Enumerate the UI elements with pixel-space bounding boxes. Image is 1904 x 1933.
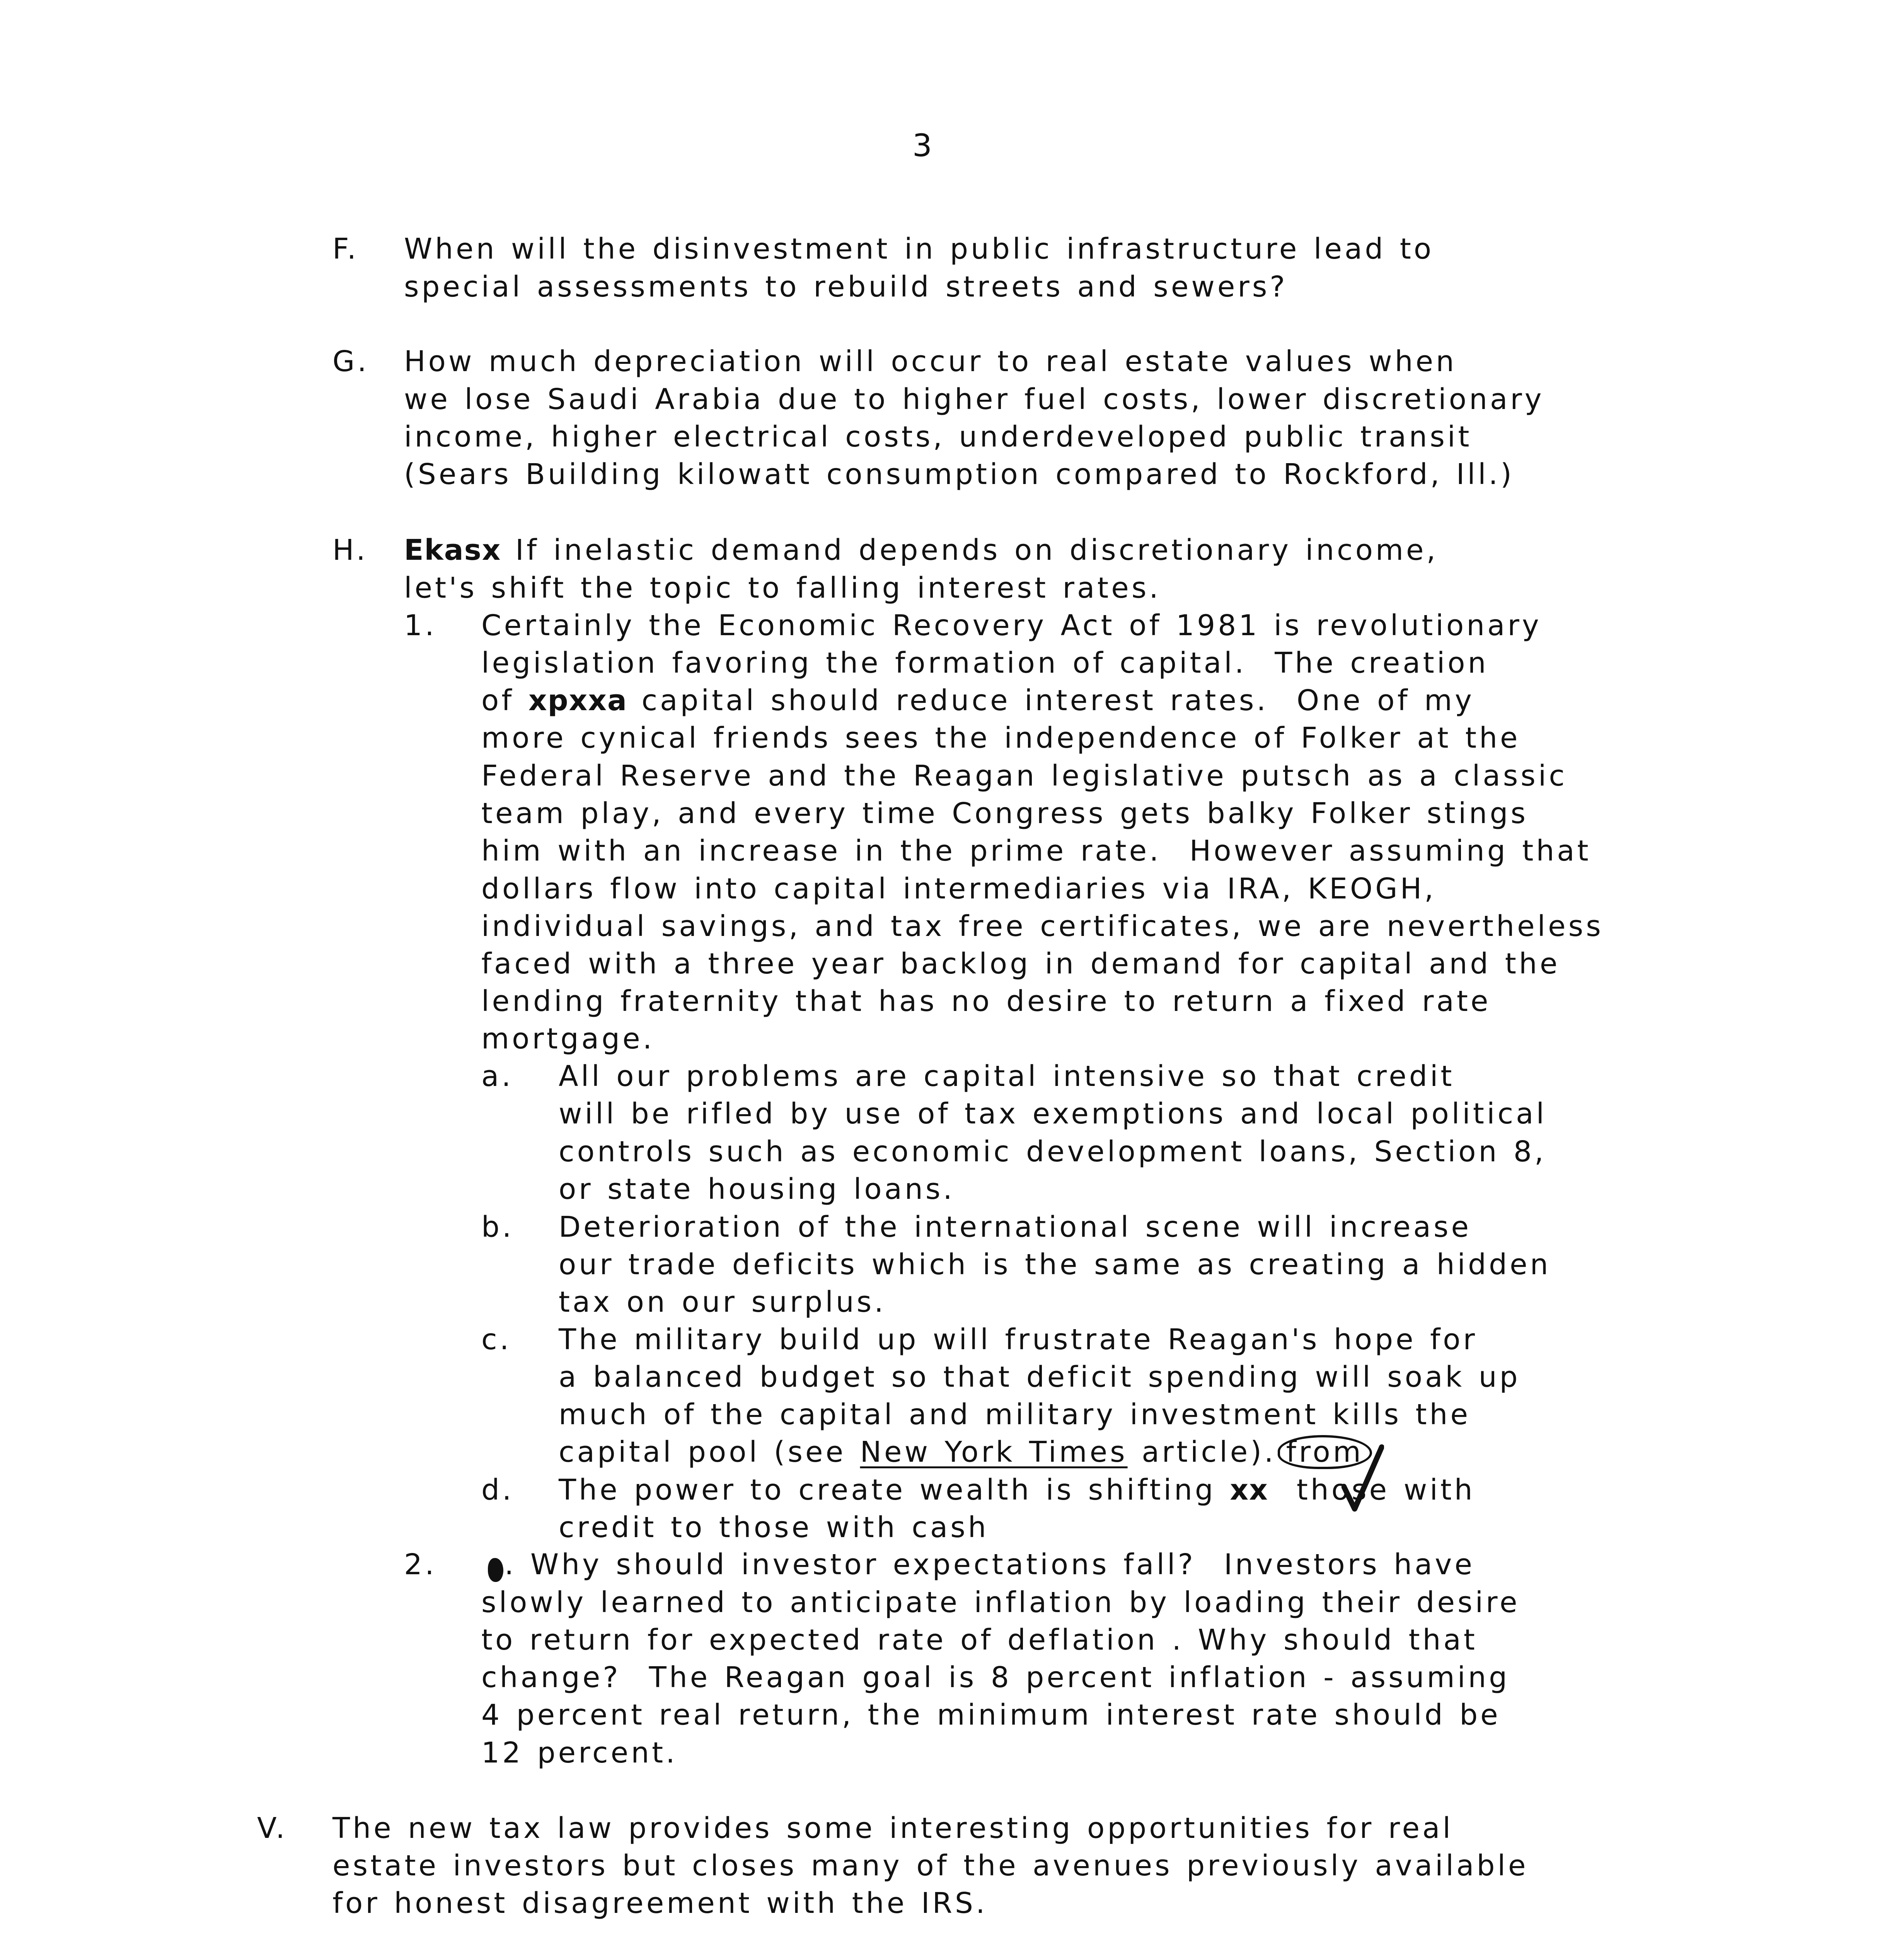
item-2-line: . Why should investor expectations fall? Investors have [505,1548,1475,1581]
item-1-line: him with an increase in the prime rate. However assuming that [481,834,1591,868]
section-f-line: When will the disinvestment in public infrastructure lead to [404,232,1434,266]
struck-word: xpxxa [528,684,627,717]
section-g-line: How much depreciation will occur to real estate values when [404,345,1457,378]
sub-a-line: All our problems are capital intensive so that credit [559,1060,1455,1093]
sub-d-label: d. [481,1473,514,1507]
item-2-label: 2. [404,1548,437,1581]
sub-d-line: credit to those with cash [559,1511,989,1544]
item-1-label: 1. [404,609,437,642]
sub-d-text: The power to create wealth is shifting [559,1473,1216,1507]
sub-c-label: c. [481,1323,512,1356]
struck-word: Ekasx [404,534,501,567]
sub-c-text: article). [1142,1435,1276,1469]
section-g-line: we lose Saudi Arabia due to higher fuel costs, lower discretionary [404,383,1544,416]
item-1-line: mortgage. [481,1022,655,1055]
item-2-line: to return for expected rate of deflation . Why should that [481,1623,1478,1657]
section-g-label: G. [332,345,369,378]
item-2-line: 4 percent real return, the minimum interest rate should be [481,1698,1501,1732]
sub-c-line: The military build up will frustrate Reagan's hope for [559,1323,1478,1356]
item-1-line: more cynical friends sees the independence of Folker at the [481,721,1520,755]
item-1-line: Certainly the Economic Recovery Act of 1981 is revolutionary [481,609,1542,642]
sub-c-text: capital pool (see [559,1435,846,1469]
sub-a-label: a. [481,1060,513,1093]
section-g-line: (Sears Building kilowatt consumption compared to Rockford, Ill.) [404,458,1514,491]
sub-c-line [559,1433,1372,1471]
sub-a-line: or state housing loans. [559,1173,955,1206]
sub-d-line [559,1471,1475,1509]
section-v-line: estate investors but closes many of the avenues previously available [332,1849,1529,1882]
item-1-line: legislation favoring the formation of capital. The creation [481,646,1489,680]
section-g-line: income, higher electrical costs, underdeveloped public transit [404,420,1472,453]
handwritten-insert-circled: from [1278,1435,1372,1469]
sub-c-line: a balanced budget so that deficit spending will soak up [559,1360,1520,1394]
section-h-label: H. [332,534,368,567]
section-v-line: The new tax law provides some interesting opportunities for real [332,1812,1454,1845]
handwritten-checkmark-icon [1341,1444,1384,1514]
item-1-line: faced with a three year backlog in demand for capital and the [481,947,1560,980]
sub-b-line: our trade deficits which is the same as creating a hidden [559,1248,1551,1281]
sub-d-text: those with [1296,1473,1475,1507]
sub-a-line: will be rifled by use of tax exemptions and local political [559,1097,1547,1130]
item-1-text: capital should reduce interest rates. One of my [641,684,1474,717]
section-h-text: If inelastic demand depends on discretionary income, [515,534,1439,567]
struck-word: xx [1230,1473,1268,1507]
sub-b-line: Deterioration of the international scene will increase [559,1210,1472,1244]
page-number: 3 [912,128,932,164]
item-1-text: of [481,684,515,717]
publication-title: New York Times [860,1435,1128,1469]
item-1-line [481,682,1474,719]
item-2-line: 12 percent. [481,1736,678,1769]
item-1-line: lending fraternity that has no desire to return a fixed rate [481,985,1491,1018]
ink-blot-mark [488,1558,503,1582]
section-h-line [404,531,1438,569]
item-1-line: team play, and every time Congress gets balky Folker stings [481,797,1529,830]
item-1-line: individual savings, and tax free certificates, we are nevertheless [481,910,1604,943]
item-1-line: dollars flow into capital intermediaries via IRA, KEOGH, [481,872,1436,905]
sub-c-line: much of the capital and military investment kills the [559,1398,1471,1431]
section-v-line: for honest disagreement with the IRS. [332,1887,988,1920]
item-2-line: change? The Reagan goal is 8 percent inflation - assuming [481,1661,1510,1694]
item-1-line: Federal Reserve and the Reagan legislative putsch as a classic [481,759,1568,793]
section-f-label: F. [332,232,359,266]
sub-b-line: tax on our surplus. [559,1285,886,1319]
sub-b-label: b. [481,1210,514,1244]
section-v-label: V. [257,1812,288,1845]
section-h-line: let's shift the topic to falling interest rates. [404,571,1161,605]
section-f-line: special assessments to rebuild streets and sewers? [404,270,1288,303]
sub-a-line: controls such as economic development loans, Section 8, [559,1135,1546,1168]
item-2-line: slowly learned to anticipate inflation by loading their desire [481,1586,1520,1619]
